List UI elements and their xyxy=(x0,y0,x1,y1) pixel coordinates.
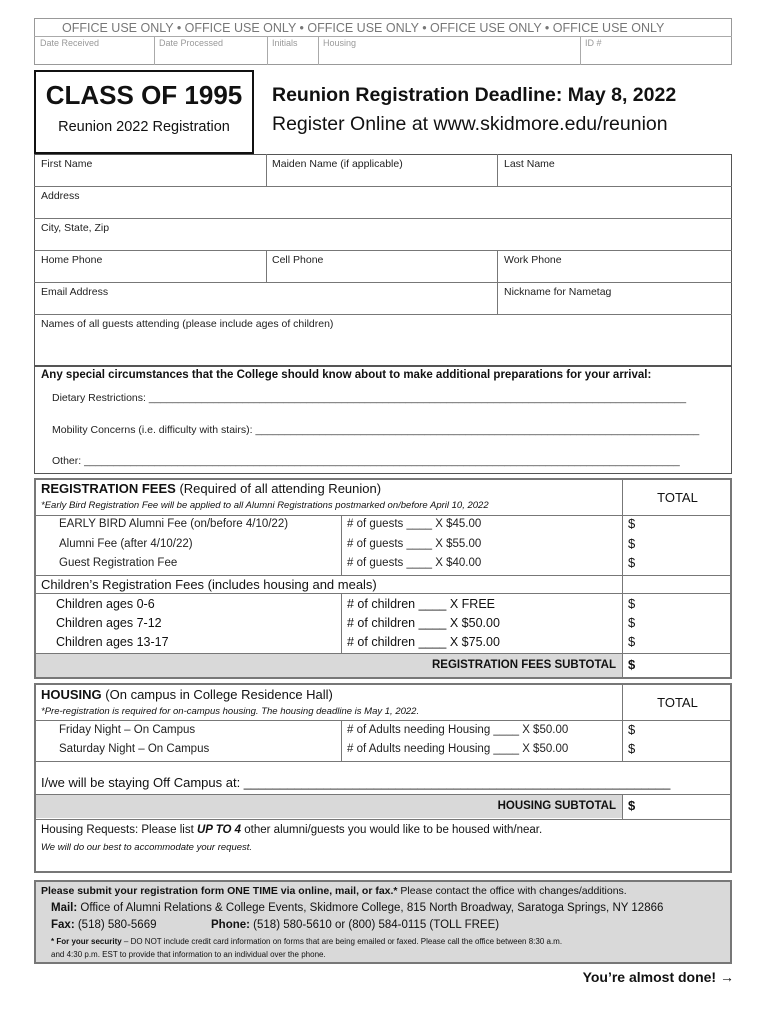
city-state-zip-field[interactable]: City, State, Zip xyxy=(41,222,110,234)
security-note-line2: and 4:30 p.m. EST to provide that information to an individual over the phone. xyxy=(51,950,326,959)
address-field[interactable]: Address xyxy=(41,190,80,202)
housing-total-label: TOTAL xyxy=(657,695,698,710)
housing-subtotal-label: HOUSING SUBTOTAL xyxy=(497,800,616,812)
first-name-field[interactable]: First Name xyxy=(41,158,93,170)
fees-subtotal-value[interactable]: $ xyxy=(628,657,636,672)
office-id: ID # xyxy=(585,38,602,48)
friday-night-calc[interactable]: # of Adults needing Housing ____ X $50.00 xyxy=(347,724,569,736)
children-13-17-total[interactable]: $ xyxy=(628,634,636,649)
special-heading: Any special circumstances that the College should know about to make additional preparations for your arrival: xyxy=(41,369,652,381)
home-phone-field[interactable]: Home Phone xyxy=(41,254,103,266)
fees-total-label: TOTAL xyxy=(657,490,698,505)
children-13-17-calc[interactable]: # of children ____ X $75.00 xyxy=(347,635,500,649)
off-campus-field[interactable]: I/we will be staying Off Campus at: ___________________________________________________________ xyxy=(41,775,671,790)
almost-done: You’re almost done! → xyxy=(582,969,734,985)
deadline-heading: Reunion Registration Deadline: May 8, 2022 xyxy=(272,84,677,106)
office-date-received: Date Received xyxy=(40,38,100,48)
class-title: CLASS OF 1995 xyxy=(45,80,243,110)
children-0-6-total[interactable]: $ xyxy=(628,596,636,611)
other-field[interactable]: Other: ______________________________________________________________________________________________________ xyxy=(52,455,680,467)
children-7-12-total[interactable]: $ xyxy=(628,615,636,630)
saturday-night-label: Saturday Night – On Campus xyxy=(59,743,210,755)
friday-night-label: Friday Night – On Campus xyxy=(59,724,196,736)
early-bird-fee-total[interactable]: $ xyxy=(628,516,636,531)
maiden-name-field[interactable]: Maiden Name (if applicable) xyxy=(272,158,403,170)
guest-fee-calc[interactable]: # of guests ____ X $40.00 xyxy=(347,557,482,569)
office-housing: Housing xyxy=(323,38,357,48)
fees-heading: REGISTRATION FEES (Required of all attending Reunion) xyxy=(41,481,382,496)
mail-address: Mail: Office of Alumni Relations & College Events, Skidmore College, 815 North Broadway, Saratoga Springs, NY 12866 xyxy=(51,902,664,914)
saturday-night-calc[interactable]: # of Adults needing Housing ____ X $50.00 xyxy=(347,743,569,755)
nickname-field[interactable]: Nickname for Nametag xyxy=(504,286,612,298)
early-bird-fee-calc[interactable]: # of guests ____ X $45.00 xyxy=(347,518,482,530)
phone-number: Phone: (518) 580-5610 or (800) 584-0115 (TOLL FREE) xyxy=(211,919,500,931)
dietary-field[interactable]: Dietary Restrictions: ____________________________________________________________________________________________ xyxy=(52,392,687,404)
register-online: Register Online at www.skidmore.edu/reunion xyxy=(272,113,668,135)
housing-subtotal-value[interactable]: $ xyxy=(628,798,636,813)
early-bird-fee-label: EARLY BIRD Alumni Fee (on/before 4/10/22) xyxy=(59,518,289,530)
last-name-field[interactable]: Last Name xyxy=(504,158,555,170)
office-initials: Initials xyxy=(272,38,298,48)
fax-number: Fax: (518) 580-5669 xyxy=(51,919,157,931)
mobility-field[interactable]: Mobility Concerns (i.e. difficulty with stairs): ____________________________________________________________________________ xyxy=(52,424,700,436)
office-date-processed: Date Processed xyxy=(159,38,224,48)
alumni-fee-total[interactable]: $ xyxy=(628,536,636,551)
children-0-6-calc[interactable]: # of children ____ X FREE xyxy=(347,597,495,611)
security-note: * For your security – DO NOT include credit card information on forms that are being emailed or faxed. Please call the office between 8:30 a.m. xyxy=(51,937,563,946)
children-7-12-label: Children ages 7-12 xyxy=(56,616,162,630)
guest-fee-total[interactable]: $ xyxy=(628,555,636,570)
office-use-banner: OFFICE USE ONLY • OFFICE USE ONLY • OFFICE USE ONLY • OFFICE USE ONLY • OFFICE USE ONLY xyxy=(62,21,665,35)
guest-fee-label: Guest Registration Fee xyxy=(59,557,178,569)
children-7-12-calc[interactable]: # of children ____ X $50.00 xyxy=(347,616,500,630)
children-fees-heading: Children’s Registration Fees (includes housing and meals) xyxy=(41,577,377,592)
housing-heading: HOUSING (On campus in College Residence Hall) xyxy=(41,687,333,702)
class-subtitle: Reunion 2022 Registration xyxy=(58,119,230,135)
fees-subtotal-label: REGISTRATION FEES SUBTOTAL xyxy=(431,659,616,671)
housing-requests[interactable]: Housing Requests: Please list UP TO 4 other alumni/guests you would like to be housed with/near. xyxy=(41,824,543,836)
work-phone-field[interactable]: Work Phone xyxy=(504,254,562,266)
housing-requests-note: We will do our best to accommodate your request. xyxy=(41,842,253,853)
friday-night-total[interactable]: $ xyxy=(628,722,636,737)
saturday-night-total[interactable]: $ xyxy=(628,741,636,756)
cell-phone-field[interactable]: Cell Phone xyxy=(272,254,324,266)
children-0-6-label: Children ages 0-6 xyxy=(56,597,155,611)
alumni-fee-calc[interactable]: # of guests ____ X $55.00 xyxy=(347,538,482,550)
alumni-fee-label: Alumni Fee (after 4/10/22) xyxy=(59,538,193,550)
children-13-17-label: Children ages 13-17 xyxy=(56,635,169,649)
guests-field[interactable]: Names of all guests attending (please include ages of children) xyxy=(41,318,334,330)
early-bird-note: *Early Bird Registration Fee will be applied to all Alumni Registrations postmarked on/before April 10, 2022 xyxy=(41,500,489,511)
email-field[interactable]: Email Address xyxy=(41,286,109,298)
submit-instructions: Please submit your registration form ONE TIME via online, mail, or fax.* Please contact the office with changes/additions. xyxy=(41,885,627,897)
housing-note: *Pre-registration is required for on-campus housing. The housing deadline is May 1, 2022. xyxy=(41,706,420,717)
